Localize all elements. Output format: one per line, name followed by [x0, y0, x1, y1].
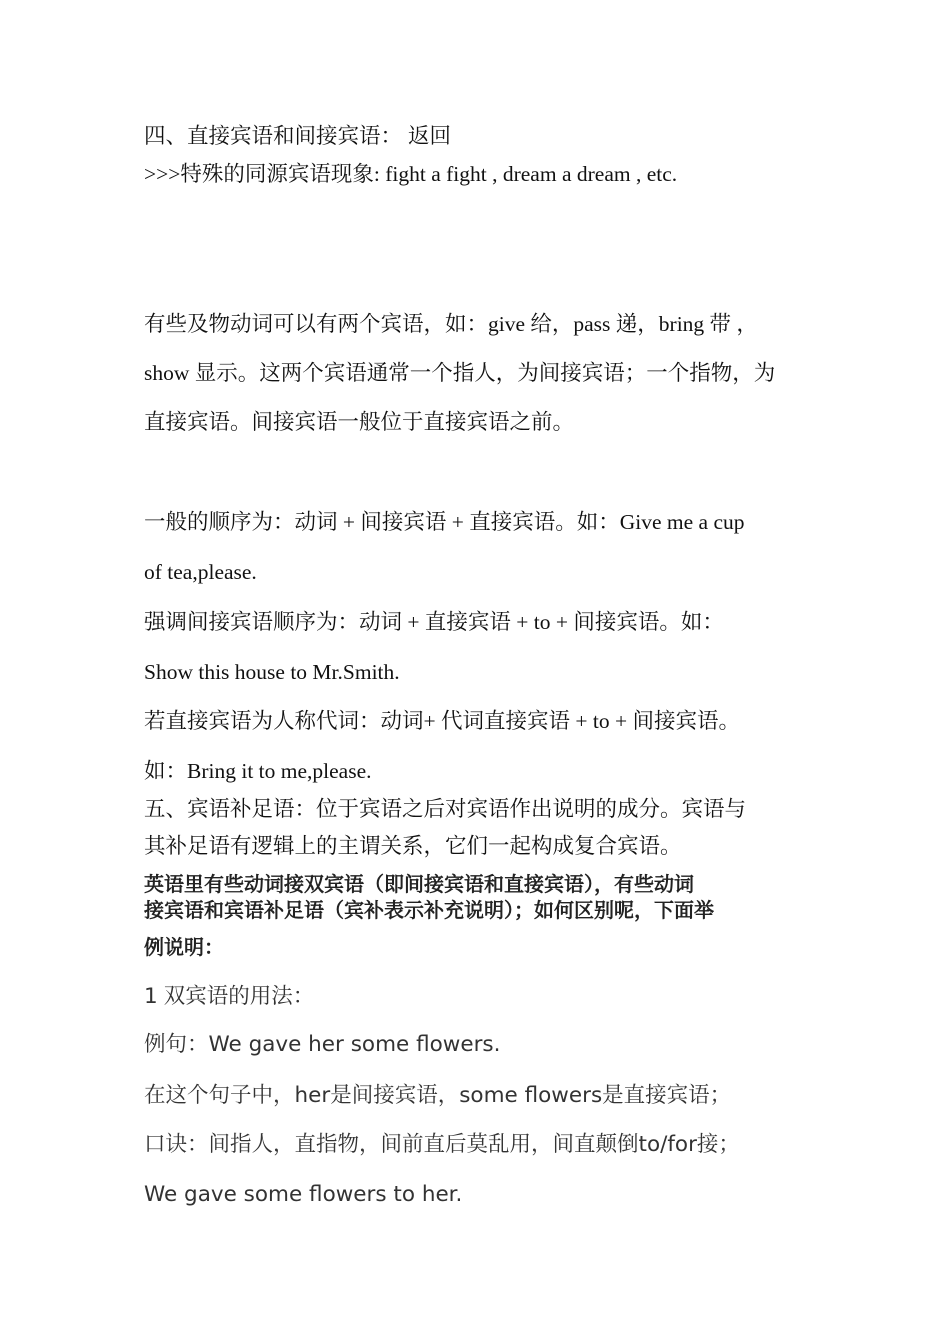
example-label: 例句： [144, 1032, 209, 1057]
explain-her: her [294, 1083, 331, 1108]
example-sentence: We gave her some flowers. [208, 1032, 501, 1057]
example-line [144, 1031, 824, 1059]
bold-note-line2: 接宾语和宾语补足语（宾补表示补充说明）；如何区别呢，下面举 [144, 898, 714, 922]
section4-heading: 四、直接宾语和间接宾语： [144, 124, 403, 148]
emphasis-rule-line2: Show this house to Mr.Smith. [144, 660, 400, 684]
emphasis-rule-line1: 强调间接宾语顺序为：动词 + 直接宾语 + to + 间接宾语。如： [144, 610, 724, 634]
pronoun-rule-line1: 若直接宾语为人称代词：动词+ 代词直接宾语 + to + 间接宾语。 [144, 709, 740, 733]
pronoun-rule-line2: 如：Bring it to me,please. [144, 759, 372, 783]
mnemonic-line [144, 1131, 824, 1159]
section4-heading-line [144, 122, 824, 150]
section5-line1: 五、宾语补足语：位于宾语之后对宾语作出说明的成分。宾语与 [144, 797, 747, 821]
back-link[interactable]: 返回 [408, 124, 452, 148]
explanation-line [144, 1082, 824, 1110]
paragraph1-line3: 直接宾语。间接宾语一般位于直接宾语之前。 [144, 410, 575, 434]
order-rule-line1: 一般的顺序为：动词 + 间接宾语 + 直接宾语。如：Give me a cup [144, 510, 745, 534]
explain-flowers: some flowers [459, 1083, 603, 1108]
mnemonic-suffix: 接； [696, 1132, 740, 1157]
order-rule-line2: of tea,please. [144, 560, 257, 584]
paragraph1-line2: show 显示。这两个宾语通常一个指人，为间接宾语；一个指物，为 [144, 361, 776, 385]
double-object-title-text: 双宾语的用法： [163, 984, 315, 1009]
cognate-object-note: >>>特殊的同源宾语现象: fight a fight , dream a dream , etc. [144, 162, 678, 186]
bold-note-line3: 例说明： [144, 935, 224, 959]
rewrite-sentence: We gave some flowers to her. [144, 1182, 463, 1207]
section5-line2: 其补足语有逻辑上的主谓关系，它们一起构成复合宾语。 [144, 834, 682, 858]
explain-prefix: 在这个句子中， [144, 1083, 295, 1108]
double-object-title [144, 983, 824, 1011]
mnemonic-prefix: 口诀：间指人，直指物，间前直后莫乱用，间直颠倒 [144, 1132, 639, 1157]
bold-note-line1: 英语里有些动词接双宾语（即间接宾语和直接宾语），有些动词 [144, 872, 694, 896]
paragraph1-line1: 有些及物动词可以有两个宾语，如：give 给，pass 递，bring 带 ， [144, 312, 758, 336]
explain-suffix: 是直接宾语； [602, 1083, 732, 1108]
mnemonic-tofor: to/for [638, 1132, 697, 1157]
double-object-title-number: 1 [144, 984, 158, 1009]
explain-mid: 是间接宾语， [330, 1083, 460, 1108]
